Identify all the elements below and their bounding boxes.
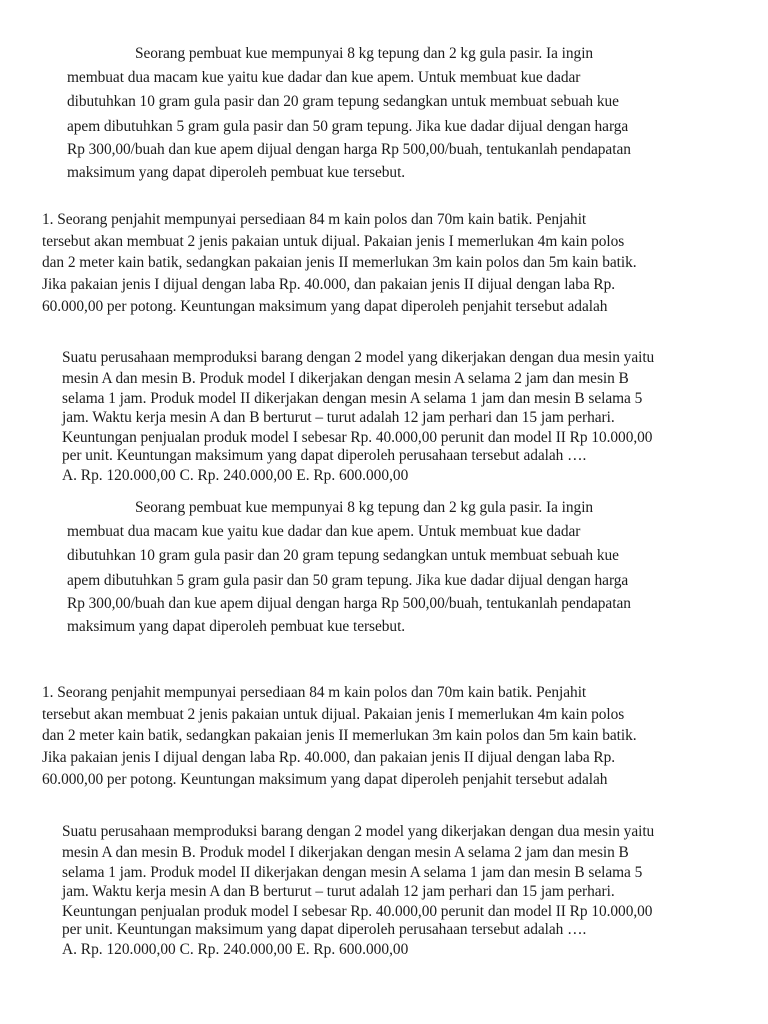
text-line: selama 1 jam. Produk model II dikerjakan dengan mesin A selama 1 jam dan mesin B selama 5 [62,390,643,407]
text-line: Suatu perusahaan memproduksi barang dengan 2 model yang dikerjakan dengan dua mesin yaitu [62,349,655,366]
text-line: apem dibutuhkan 5 gram gula pasir dan 50 gram tepung. Jika kue dadar dijual dengan harga [67,118,629,135]
text-line: dan 2 meter kain batik, sedangkan pakaian jenis II memerlukan 3m kain polos dan 5m kain batik. [42,254,637,271]
text-line: Rp 300,00/buah dan kue apem dijual dengan harga Rp 500,00/buah, tentukanlah pendapatan [67,141,631,158]
text-line: dibutuhkan 10 gram gula pasir dan 20 gram tepung sedangkan untuk membuat sebuah kue [67,547,619,564]
text-line: selama 1 jam. Produk model II dikerjakan dengan mesin A selama 1 jam dan mesin B selama 5 [62,864,643,881]
text-line: mesin A dan mesin B. Produk model I dikerjakan dengan mesin A selama 2 jam dan mesin B [62,370,629,387]
text-line: Jika pakaian jenis I dijual dengan laba Rp. 40.000, dan pakaian jenis II dijual dengan laba Rp. [42,749,616,766]
text-line: Suatu perusahaan memproduksi barang dengan 2 model yang dikerjakan dengan dua mesin yaitu [62,823,655,840]
text-line: membuat dua macam kue yaitu kue dadar dan kue apem. Untuk membuat kue dadar [67,523,581,540]
text-line: tersebut akan membuat 2 jenis pakaian untuk dijual. Pakaian jenis I memerlukan 4m kain polos [42,706,625,723]
text-line: Seorang pembuat kue mempunyai 8 kg tepung dan 2 kg gula pasir. Ia ingin [135,499,594,516]
text-line: dibutuhkan 10 gram gula pasir dan 20 gram tepung sedangkan untuk membuat sebuah kue [67,93,619,110]
text-line: 1. Seorang penjahit mempunyai persediaan 84 m kain polos dan 70m kain batik. Penjahit [42,684,587,701]
text-line: 1. Seorang penjahit mempunyai persediaan 84 m kain polos dan 70m kain batik. Penjahit [42,211,587,228]
text-line: 60.000,00 per potong. Keuntungan maksimum yang dapat diperoleh penjahit tersebut adalah [42,771,608,788]
cropped-answer-line: A. Rp. 120.000,00 C. Rp. 240.000,00 E. Rp. 600.000,00 [62,941,409,958]
text-line: per unit. Keuntungan maksimum yang dapat diperoleh perusahaan tersebut adalah …. [62,921,587,938]
text-line: Jika pakaian jenis I dijual dengan laba Rp. 40.000, dan pakaian jenis II dijual dengan laba Rp. [42,276,616,293]
text-line: jam. Waktu kerja mesin A dan B berturut – turut adalah 12 jam perhari dan 15 jam perhari. [62,883,615,900]
cropped-answer-line: A. Rp. 120.000,00 C. Rp. 240.000,00 E. Rp. 600.000,00 [62,467,409,484]
text-line: Keuntungan penjualan produk model I sebesar Rp. 40.000,00 perunit dan model II Rp 10.000,00 [62,429,653,446]
text-line: 60.000,00 per potong. Keuntungan maksimum yang dapat diperoleh penjahit tersebut adalah [42,298,608,315]
text-line: Rp 300,00/buah dan kue apem dijual dengan harga Rp 500,00/buah, tentukanlah pendapatan [67,595,631,612]
text-line: Keuntungan penjualan produk model I sebesar Rp. 40.000,00 perunit dan model II Rp 10.000,00 [62,903,653,920]
text-line: maksimum yang dapat diperoleh pembuat kue tersebut. [67,618,406,635]
text-line: mesin A dan mesin B. Produk model I dikerjakan dengan mesin A selama 2 jam dan mesin B [62,844,629,861]
text-line: per unit. Keuntungan maksimum yang dapat diperoleh perusahaan tersebut adalah …. [62,447,587,464]
text-line: apem dibutuhkan 5 gram gula pasir dan 50 gram tepung. Jika kue dadar dijual dengan harga [67,572,629,589]
text-line: Seorang pembuat kue mempunyai 8 kg tepung dan 2 kg gula pasir. Ia ingin [135,45,594,62]
text-line: maksimum yang dapat diperoleh pembuat kue tersebut. [67,164,406,181]
text-line: membuat dua macam kue yaitu kue dadar dan kue apem. Untuk membuat kue dadar [67,69,581,86]
text-line: tersebut akan membuat 2 jenis pakaian untuk dijual. Pakaian jenis I memerlukan 4m kain polos [42,233,625,250]
text-line: dan 2 meter kain batik, sedangkan pakaian jenis II memerlukan 3m kain polos dan 5m kain batik. [42,727,637,744]
text-line: jam. Waktu kerja mesin A dan B berturut – turut adalah 12 jam perhari dan 15 jam perhari. [62,409,615,426]
